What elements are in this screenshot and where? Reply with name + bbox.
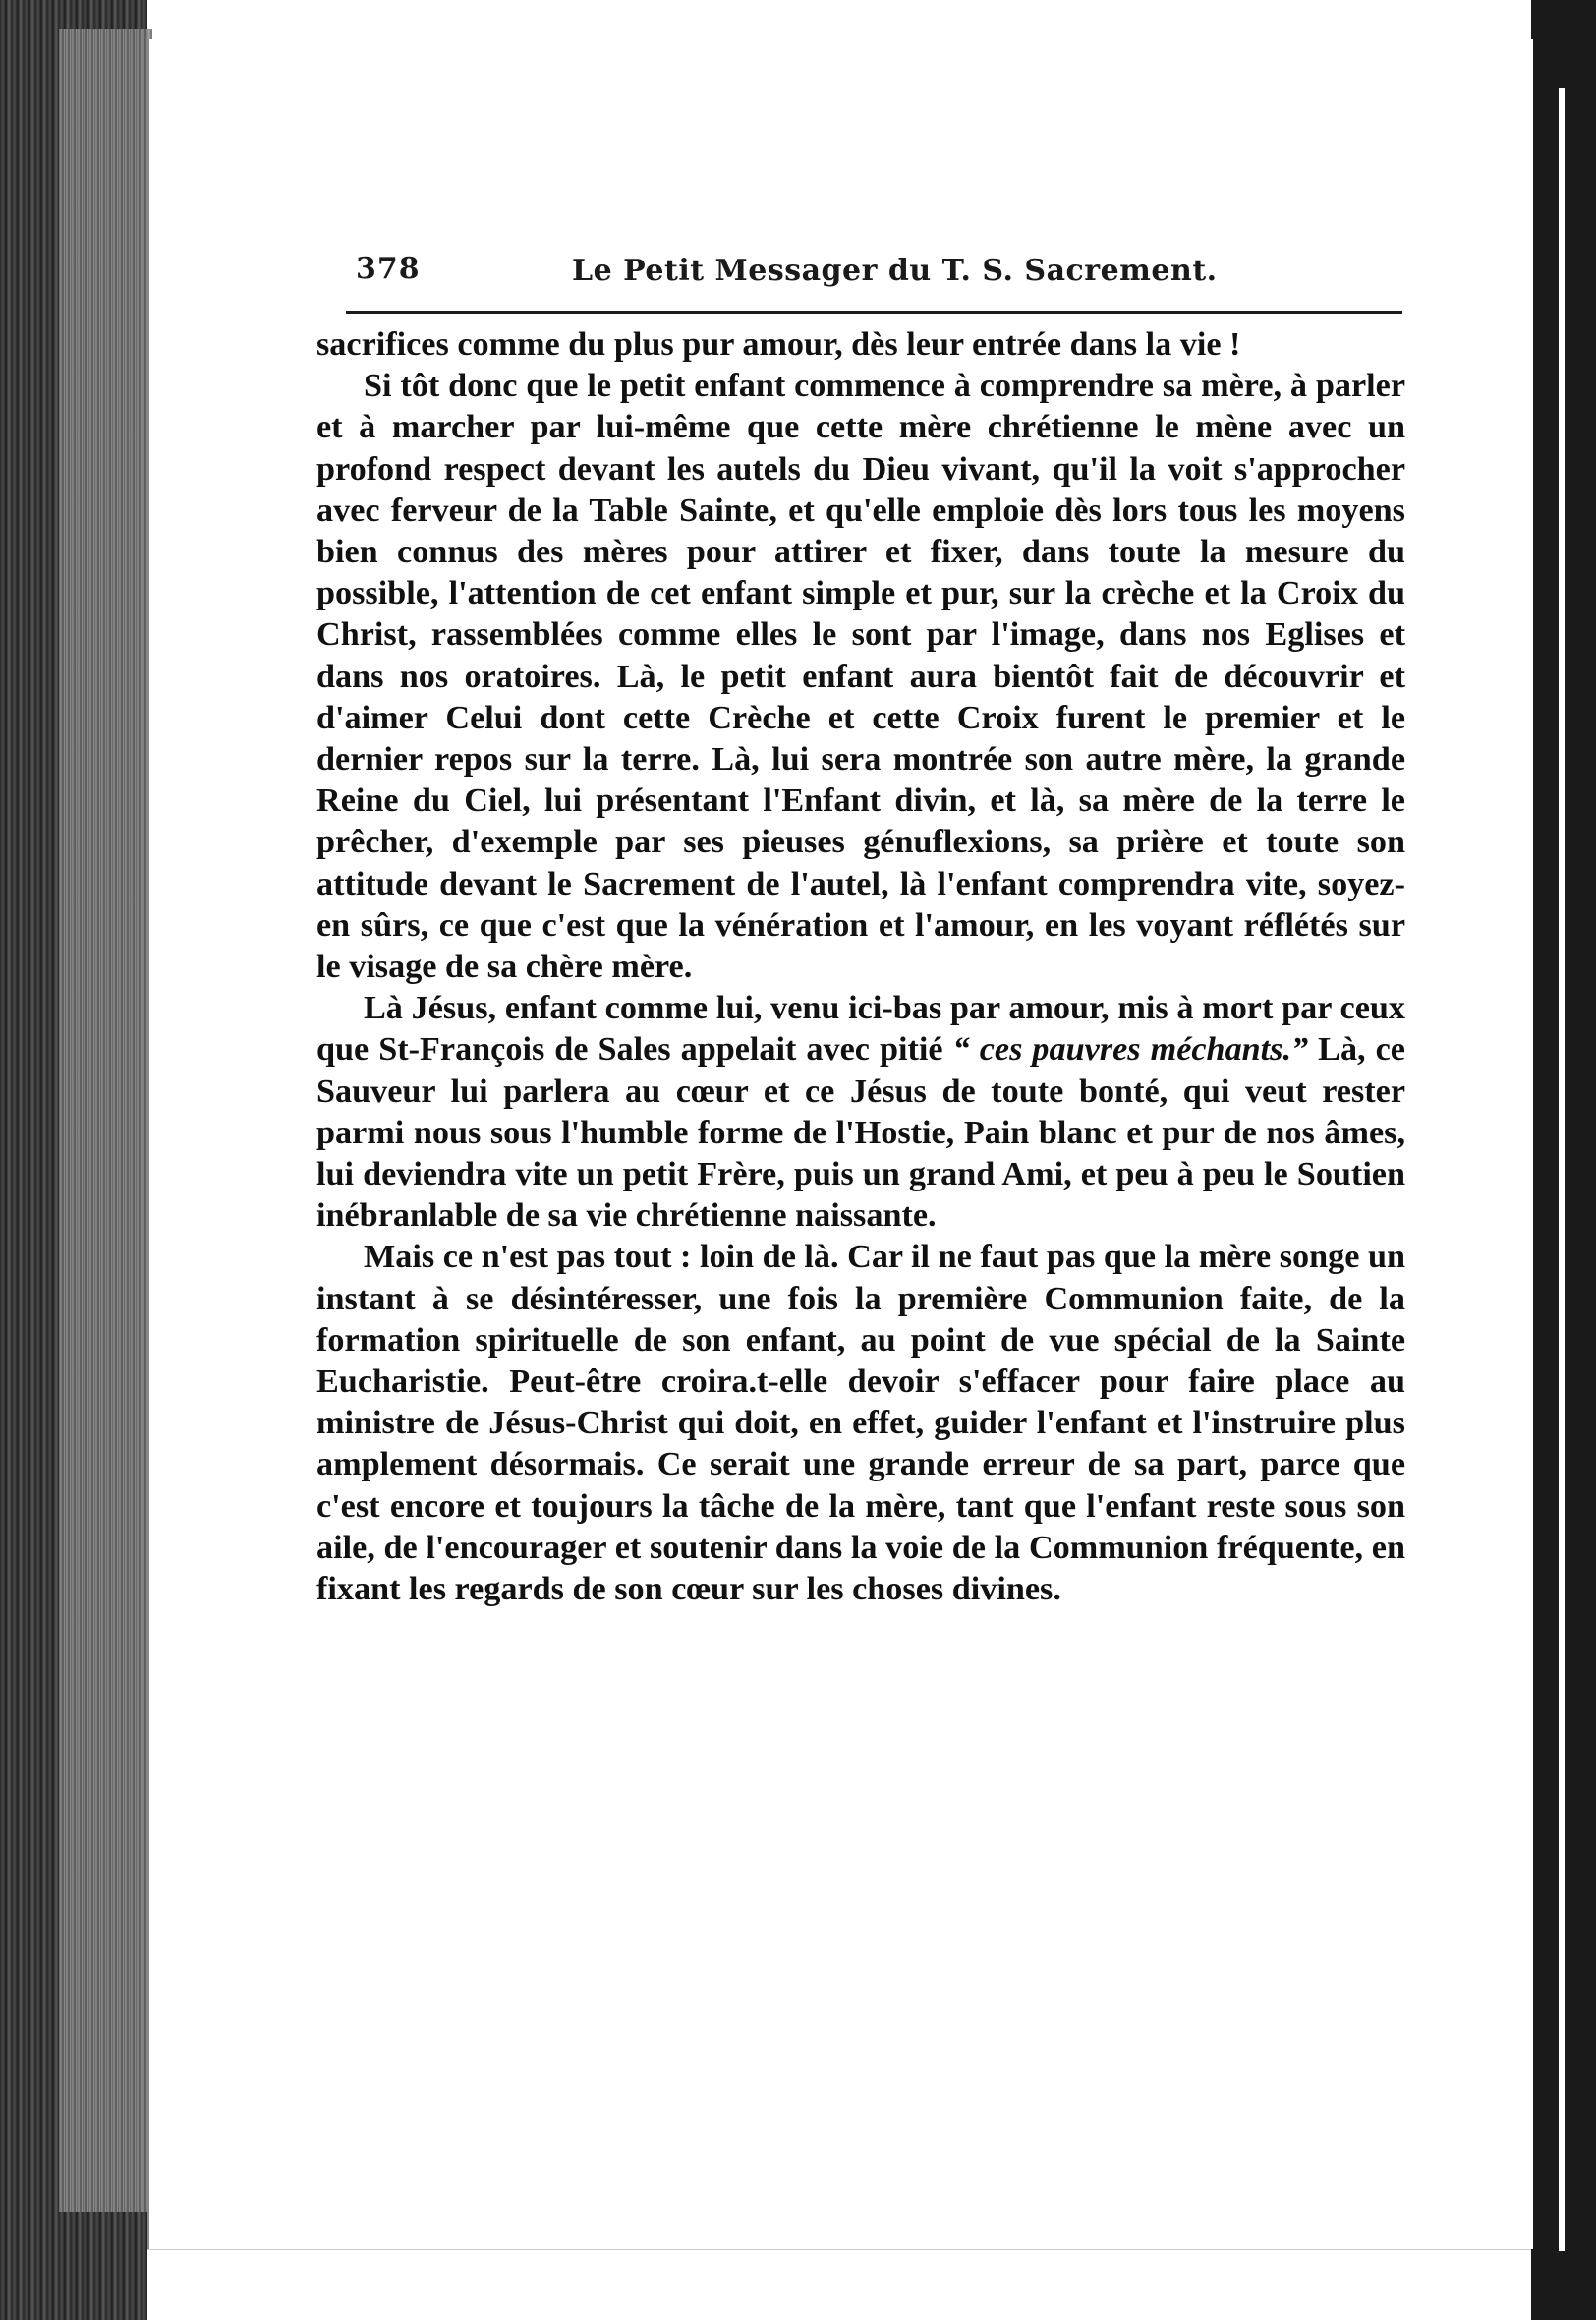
paragraph-1: sacrifices comme du plus pur amour, dès leur entrée dans la vie !	[316, 326, 1241, 363]
page-stack-edge	[59, 29, 152, 2212]
paragraph-3-text-start: Là Jésus, enfant comme lui, venu ici-bas par amour, mis à mort par ceux que St-François de Sales appelait avec pitié	[316, 990, 1405, 1069]
page-number: 378	[356, 252, 421, 286]
paragraph-4: Mais ce n'est pas tout : loin de là. Car il ne faut pas que la mère songe un instant à se désintéresser, une fois la première Communion faite, de la formation spirituelle de son enfant, au point de vue spécial de la Sainte Eucharistie. Peut-être croira.t-elle devoir s'effacer pour faire place au ministre de Jésus-Christ qui doit, en effet, guider l'enfant et l'instruire plus amplement désormais. Ce serait une grande erreur de sa part, parce que c'est encore et toujours la tâche de la mère, tant que l'enfant reste sous son aile, de l'encourager et soutenir dans la voie de la Communion fréquente, en fixant les regards de son cœur sur les choses divines.	[316, 1239, 1405, 1608]
paragraph-2: Si tôt donc que le petit enfant commence à comprendre sa mère, à parler et à marcher par lui-même que cette mère chrétienne le mène avec un profond respect devant les autels du Dieu vivant, qu'il la voit s'approcher avec ferveur de la Table Sainte, et qu'elle emploie dès lors tous les moyens bien connus des mères pour attirer et fixer, dans toute la mesure du possible, l'attention de cet enfant simple et pur, sur la crèche et la Croix du Christ, rassemblées comme elles le sont par l'image, dans nos Eglises et dans nos oratoires. Là, le petit enfant aura bientôt fait de découvrir et d'aimer Celui dont cette Crèche et cette Croix furent le premier et le dernier repos sur la terre. Là, lui sera montrée son autre mère, la grande Reine du Ciel, lui présentant l'Enfant divin, et là, sa mère de la terre le prêcher, d'exemple par ses pieuses génuflexions, sa prière et toute son attitude devant le Sacrement de l'autel, là l'enfant comprendra vite, soyez-en sûrs, ce que c'est que la vénération et l'amour, en les voyant réflétés sur le visage de sa chère mère.	[316, 368, 1405, 986]
paragraph-3	[316, 988, 1405, 1237]
right-scan-border	[1531, 0, 1596, 2320]
paragraph-3-quote: “ ces pauvres méchants.”	[952, 1031, 1309, 1069]
running-title: Le Petit Messager du T. S. Sacrement.	[572, 254, 1218, 288]
body-text	[316, 324, 1405, 1610]
bottom-margin	[147, 2249, 1531, 2321]
page-header	[346, 252, 1402, 314]
paragraph-3-text-end: Là, ce Sauveur lui parlera au cœur et ce Jésus de toute bonté, qui veut rester parmi nous sous l'humble forme de l'Hostie, Pain blanc et pur de nos âmes, lui deviendra vite un petit Frère, puis un grand Ami, et peu à peu le Soutien inébranlable de sa vie chrétienne naissante.	[316, 1031, 1405, 1235]
